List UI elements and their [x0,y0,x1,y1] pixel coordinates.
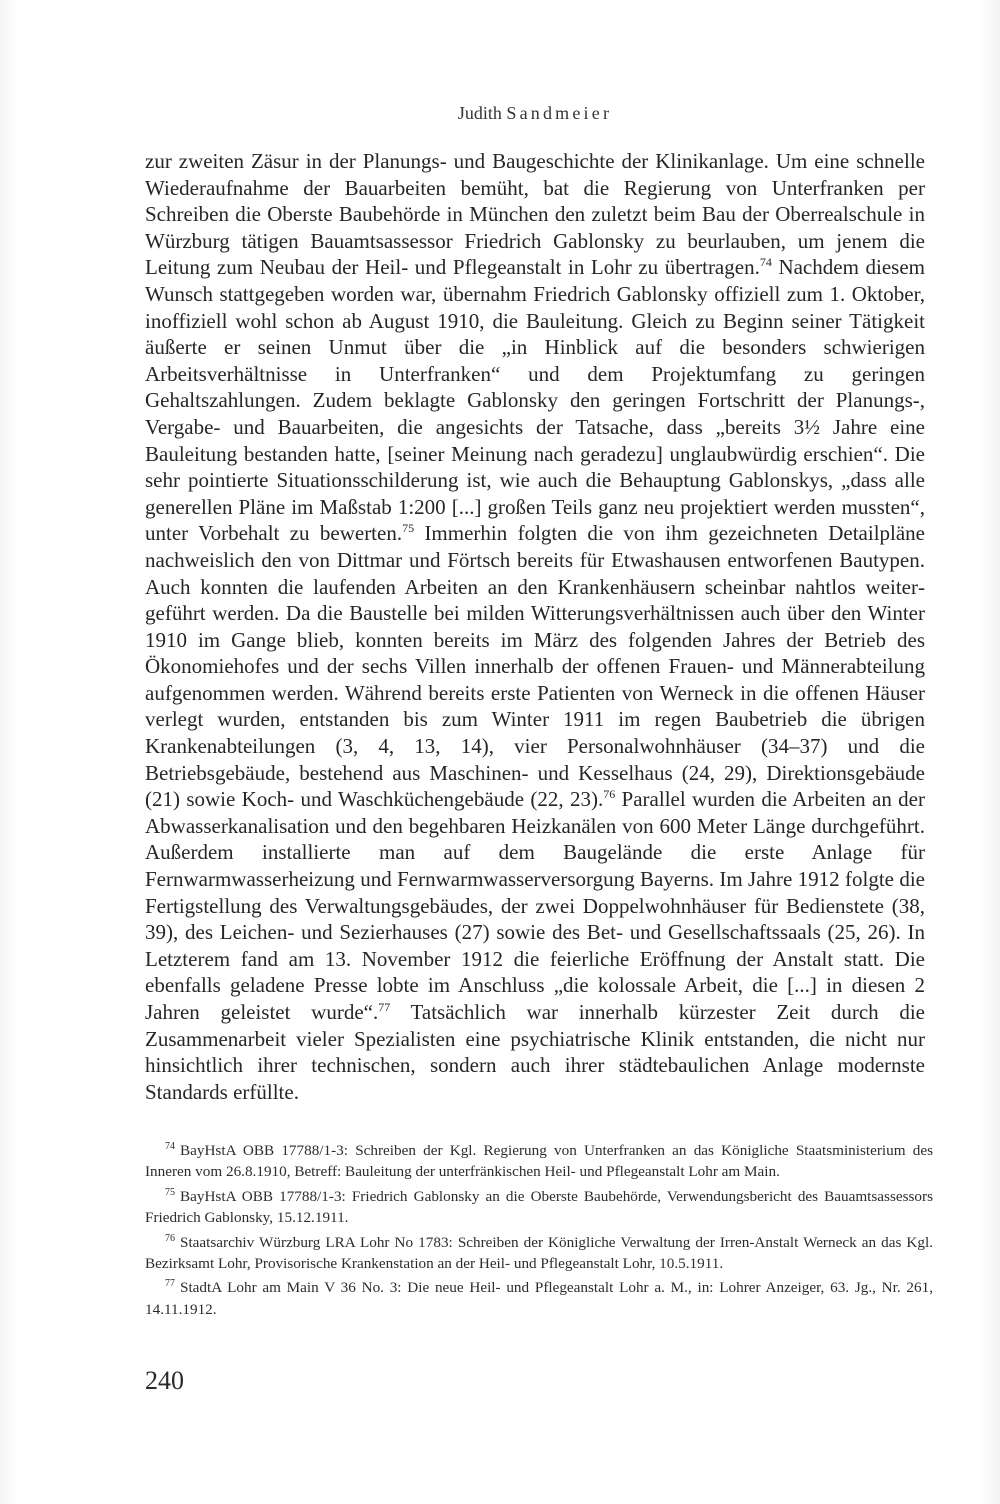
footnote-reference: 77 [378,1000,391,1014]
footnote [145,1277,933,1320]
body-text [145,148,925,1105]
body-text-segment: Nachdem diesem Wunsch stattgegeben worden war, übernahm Friedrich Gablonsky offiziell zum 1. Oktober, inoffiziell wohl schon ab August 1910, die Bauleitung. Gleich zu Beginn seiner Tätigkeit äußerte er seinen Unmut über die „in Hinblick auf die besonders schwierigen Arbeitsverhältnisse in Unterfranken“ und dem Projektumfang zu geringen Gehaltszahlungen. Zudem beklagte Gablonsky den geringen Fortschritt der Planungs-, Vergabe- und Bauarbeiten, die angesichts der Tatsache, dass „bereits 3½ Jahre eine Bauleitung bestanden hatte, [seiner Meinung nach geradezu] unglaubwürdig erschien“. Die sehr pointierte Situationsschilderung ist, wie auch die Behauptung Gablonskys, „dass alle generellen Pläne im Maßstab 1:200 [...] großen Teils ganz neu projektiert werden mussten“, unter Vorbehalt zu bewerten. [145,255,925,546]
footnote [145,1186,933,1229]
body-text-segment: Immerhin folgten die von ihm gezeichneten Detailpläne nachweislich den von Dittmar und Förtsch bereits für Etwashausen entworfenen Bautypen. Auch konnten die laufenden Arbeiten an den Krankenhäusern scheinbar nahtlos weitergeführt werden. Da die Baustelle bei milden Witterungsverhältnissen auch über den Winter 1910 im Gange blieb, konnten bereits im März des folgenden Jahres der Betrieb des Ökonomiehofes und der sechs Villen innerhalb der offenen Frauen- und Männerabteilung aufgenommen werden. Während bereits erste Patienten von Werneck in die offenen Häuser verlegt wurden, entstanden bis zum Winter 1911 im regen Baubetrieb die übrigen Krankenabteilungen (3, 4, 13, 14), vier Personalwohnhäuser (34–37) und die Betriebsgebäude, bestehend aus Maschinen- und Kesselhaus (24, 29), Direktionsgebäude (21) sowie Koch- und Waschküchengebäude (22, 23). [145,521,925,812]
footnote-number: 76 [165,1232,175,1244]
footnote-reference: 74 [759,255,772,270]
footnote [145,1232,933,1275]
footnote-reference: 75 [402,521,415,536]
footnote-reference: 76 [603,787,616,802]
page-number: 240 [145,1366,184,1395]
body-paragraph [145,148,925,1105]
footnote-text: BayHstA OBB 17788/1-3: Schreiben der Kgl. Regierung von Unterfranken an das Königliche Staatsministerium des Inneren vom 26.8.1910, Betreff: Bauleitung der unterfränkischen Heil- und Pflegeanstalt Lohr am Main. [145,1142,933,1181]
running-head-first-name: Judith [457,103,502,123]
footnote-text: StadtA Lohr am Main V 36 No. 3: Die neue Heil- und Pflegeanstalt Lohr a. M., in: Lohrer Anzeiger, 63. Jg., Nr. 261, 14.11.1912. [145,1279,933,1318]
footnote-number: 77 [165,1278,175,1290]
footnote-number: 74 [165,1141,175,1152]
footnote-text: Staatsarchiv Würzburg LRA Lohr No 1783: Schreiben der Königliche Verwaltung der Irren-Anstalt Werneck an das Kgl. Bezirksamt Lohr, Provisorische Krankenstation an der Heil- und Pflegeanstalt Lohr, 10.5.1911. [145,1233,933,1273]
running-head [145,103,925,124]
footnotes [145,1140,933,1323]
footnote-number: 75 [165,1186,175,1198]
footnote [145,1140,933,1183]
body-text-segment: Parallel wurden die Arbeiten an der Abwasserkanalisation und den begehbaren Heizkanälen von 600 Meter Länge durchgeführt. Außerdem installierte man auf dem Baugelände die erste Anlage für Fernwarmwasserheizung und Fernwarmwasserversorgung Bayerns. Im Jahre 1912 folgte die Fertigstellung des Verwaltungsgebäudes, der zwei Doppelwohnhäuser für Bedienstete (38, 39), des Leichen- und Sezierhauses (27) sowie des Bet- und Gesellschaftssaals (25, 26). In Letzterem fand am 13. November 1912 die feierliche Eröffnung der Anstalt statt. Die ebenfalls geladene Presse lobte im Anschluss „die kolossale Arbeit, die [...] in diesen 2 Jahren geleistet wurde“. [145,787,925,1024]
running-head-last-name: Sandmeier [506,103,613,123]
footnote-text: BayHstA OBB 17788/1-3: Friedrich Gablonsky an die Oberste Baubehörde, Verwendungsbericht des Bauamtsassessors Friedrich Gablonsky, 15.12.1911. [145,1187,933,1227]
body-text-segment: Tatsächlich war innerhalb kürzester Zeit durch die Zusammenarbeit vieler Spezialisten eine psychiatrische Klinik entstanden, die nicht nur hinsichtlich ihrer technischen, sondern auch ihrer städtebaulichen Anlage modernste Standards erfüllte. [145,1000,925,1104]
body-text-segment: zur zweiten Zäsur in der Planungs- und Baugeschichte der Klinikanlage. Um eine schnelle Wiederaufnahme der Bauarbeiten bemüht, bat die Regierung von Unterfranken per Schreiben die Oberste Baubehörde in München den zuletzt beim Bau der Oberrealschule in Würzburg tätigen Bauamtsassessor Friedrich Gablonsky zu beurlauben, um jenem die Leitung zum Neubau der Heil- und Pflegeanstalt in Lohr zu übertragen. [145,149,925,280]
